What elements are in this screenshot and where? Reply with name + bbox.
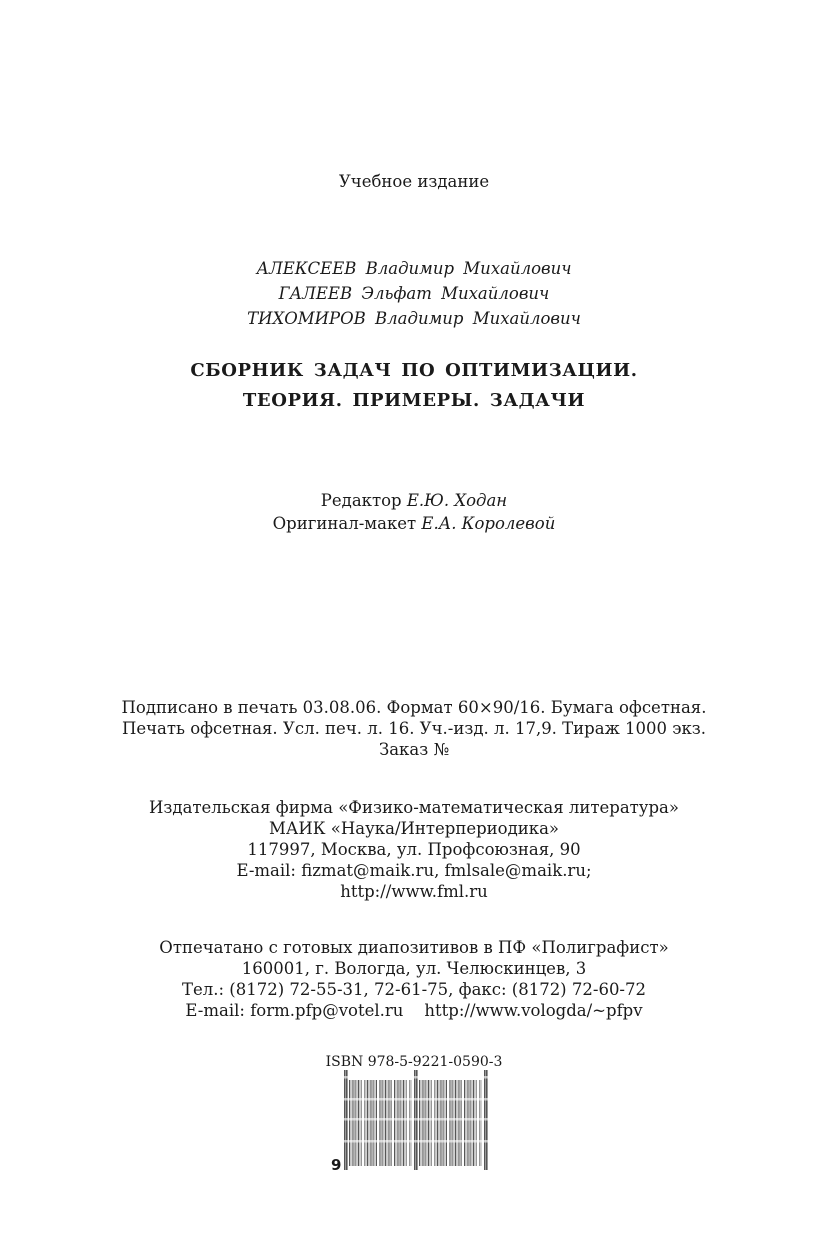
editors-block <box>0 489 828 535</box>
author-3 <box>0 306 828 331</box>
author-surname: ТИХОМИРОВ <box>247 309 366 328</box>
barcode-icon <box>330 1068 495 1173</box>
print-info-line: Печать офсетная. Усл. печ. л. 16. Уч.-изд. л. 17,9. Тираж 1000 экз. <box>121 719 707 738</box>
title-line-1: СБОРНИК ЗАДАЧ ПО ОПТИМИЗАЦИИ. <box>190 360 638 381</box>
authors-block <box>0 256 828 331</box>
author-given-names: Владимир Михайлович <box>365 259 572 278</box>
barcode-digit: 9 <box>331 1156 342 1173</box>
author-2 <box>0 281 828 306</box>
publisher-block <box>0 797 828 902</box>
editor-role: Редактор <box>320 491 402 510</box>
publisher-website: http://www.fml.ru <box>340 882 488 901</box>
publisher-email: E-mail: fizmat@maik.ru, fmlsale@maik.ru; <box>236 861 592 880</box>
printer-line: Отпечатано с готовых диапозитивов в ПФ «Полиграфист» <box>159 938 669 957</box>
edition-type: Учебное издание <box>338 172 490 191</box>
print-info-line: Подписано в печать 03.08.06. Формат 60×90/16. Бумага офсетная. <box>121 698 707 717</box>
print-info-block <box>0 697 828 760</box>
printer-phone: Тел.: (8172) 72-55-31, 72-61-75, факс: (8172) 72-60-72 <box>181 980 647 999</box>
publisher-address: 117997, Москва, ул. Профсоюзная, 90 <box>247 840 581 859</box>
author-surname: АЛЕКСЕЕВ <box>256 259 357 278</box>
printer-address: 160001, г. Вологда, ул. Челюскинцев, 3 <box>241 959 587 978</box>
author-surname: ГАЛЕЕВ <box>278 284 353 303</box>
book-title <box>0 356 828 416</box>
editor-line <box>0 489 828 512</box>
publisher-line: МАИК «Наука/Интерпериодика» <box>268 819 560 838</box>
isbn: ISBN 978-5-9221-0590-3 <box>325 1054 503 1070</box>
layout-editor-line <box>0 512 828 535</box>
editor-role: Оригинал-макет <box>272 514 417 533</box>
printer-block <box>0 937 828 1021</box>
author-1 <box>0 256 828 281</box>
title-line-2: ТЕОРИЯ. ПРИМЕРЫ. ЗАДАЧИ <box>242 390 586 411</box>
printer-contacts: E-mail: form.pfp@votel.ru http://www.vologda/~pfpv <box>185 1001 643 1020</box>
publisher-line: Издательская фирма «Физико-математическая литература» <box>149 798 679 817</box>
editor-name: Е.А. Королевой <box>421 514 556 533</box>
author-given-names: Эльфат Михайлович <box>361 284 550 303</box>
order-number: Заказ № <box>378 740 450 759</box>
author-given-names: Владимир Михайлович <box>375 309 581 328</box>
editor-name: Е.Ю. Ходан <box>406 491 508 510</box>
